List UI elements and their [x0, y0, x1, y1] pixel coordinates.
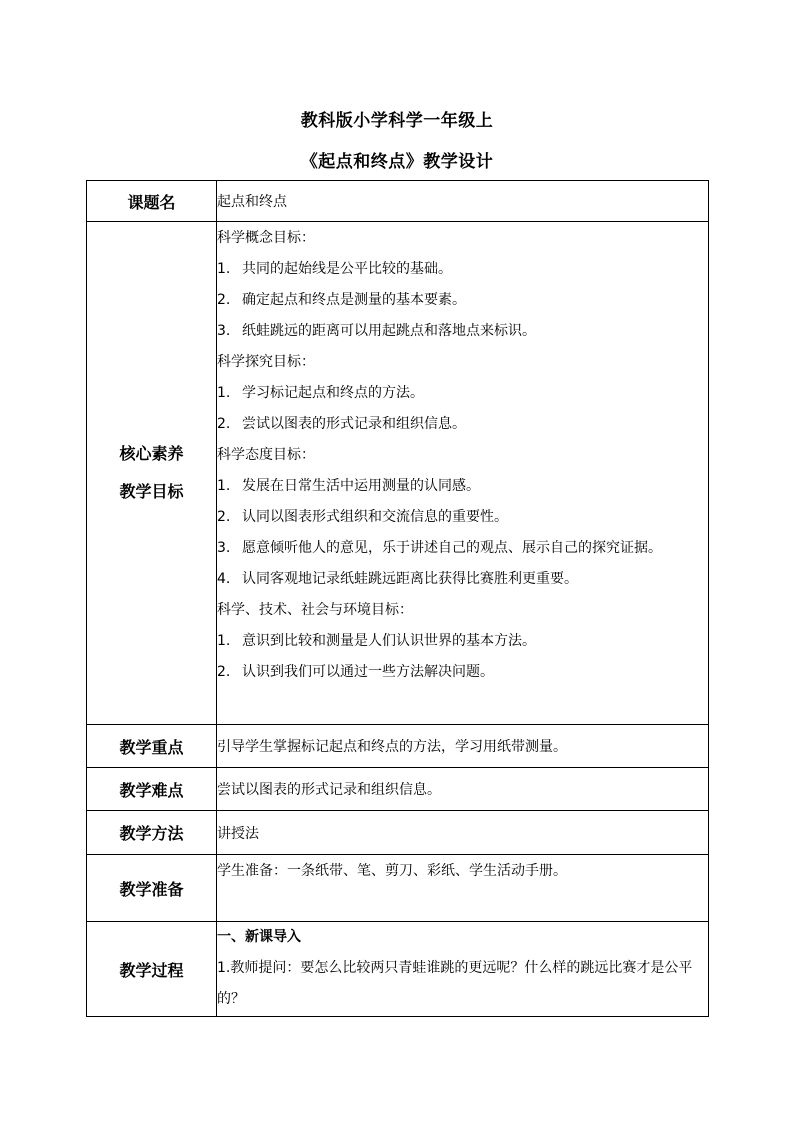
- goals-label: [87, 222, 217, 725]
- difficulty-value: 尝试以图表的形式记录和组织信息。: [217, 768, 709, 811]
- item-number: 1.: [217, 633, 231, 649]
- item-text: 认识到我们可以通过一些方法解决问题。: [242, 664, 494, 680]
- process-section-heading: 一、新课导入: [217, 929, 301, 945]
- goals-content: [217, 222, 709, 725]
- list-item: [217, 657, 708, 688]
- item-number: 2.: [217, 664, 231, 680]
- item-text: 认同客观地记录纸蛙跳远距离比获得比赛胜利更重要。: [242, 571, 578, 587]
- process-step-1: 1.教师提问：要怎么比较两只青蛙谁跳的更远呢？什么样的跳远比赛才是公平的？: [217, 960, 693, 1007]
- list-item: [217, 502, 708, 533]
- item-text: 确定起点和终点是测量的基本要素。: [242, 292, 466, 308]
- list-item: [217, 626, 708, 657]
- preparation-value: [217, 855, 709, 922]
- item-number: 2.: [217, 509, 231, 525]
- sts-goals-heading: 科学、技术、社会与环境目标：: [217, 602, 413, 618]
- item-number: 4.: [217, 571, 231, 587]
- table-row-preparation: [87, 855, 709, 922]
- difficulty-label: 教学难点: [87, 768, 217, 811]
- topic-label: 课题名: [87, 181, 217, 222]
- list-item: [217, 378, 708, 409]
- list-item: [217, 533, 708, 564]
- table-row-goals: [87, 222, 709, 725]
- item-text: 发展在日常生活中运用测量的认同感。: [242, 478, 480, 494]
- item-text: 意识到比较和测量是人们认识世界的基本方法。: [242, 633, 536, 649]
- table-row-focus: [87, 725, 709, 768]
- list-item: [217, 285, 708, 316]
- process-label: 教学过程: [87, 922, 217, 1017]
- method-label: 教学方法: [87, 811, 217, 855]
- item-text: 尝试以图表的形式记录和组织信息。: [242, 416, 466, 432]
- item-text: 纸蛙跳远的距离可以用起跳点和落地点来标识。: [242, 323, 536, 339]
- item-number: 3.: [217, 323, 231, 339]
- process-content: [217, 922, 709, 1017]
- focus-value: 引导学生掌握标记起点和终点的方法，学习用纸带测量。: [217, 725, 709, 768]
- topic-value: 起点和终点: [217, 181, 709, 222]
- item-number: 2.: [217, 416, 231, 432]
- item-text: 愿意倾听他人的意见，乐于讲述自己的观点、展示自己的探究证据。: [242, 540, 662, 556]
- list-item: [217, 409, 708, 440]
- item-number: 3.: [217, 540, 231, 556]
- table-row-topic: [87, 181, 709, 222]
- method-value: 讲授法: [217, 811, 709, 855]
- item-number: 1.: [217, 261, 231, 277]
- item-text: 共同的起始线是公平比较的基础。: [242, 261, 452, 277]
- lesson-plan-table: [86, 180, 709, 1017]
- preparation-text: 学生准备：一条纸带、笔、剪刀、彩纸、学生活动手册。: [217, 863, 567, 879]
- attitude-goals-heading: 科学态度目标：: [217, 447, 315, 463]
- list-item: [217, 471, 708, 502]
- item-text: 认同以图表形式组织和交流信息的重要性。: [242, 509, 508, 525]
- item-number: 2.: [217, 292, 231, 308]
- list-item: [217, 564, 708, 595]
- goals-label-line2: 教学目标: [119, 482, 184, 501]
- focus-label: 教学重点: [87, 725, 217, 768]
- list-item: [217, 316, 708, 347]
- table-row-difficulty: [87, 768, 709, 811]
- inquiry-goals-heading: 科学探究目标：: [217, 354, 315, 370]
- goals-label-line1: 核心素养: [119, 444, 184, 463]
- item-number: 1.: [217, 385, 231, 401]
- preparation-label: 教学准备: [87, 855, 217, 922]
- list-item: [217, 254, 708, 285]
- document-title: 教科版小学科学一年级上: [300, 111, 494, 131]
- item-text: 学习标记起点和终点的方法。: [242, 385, 424, 401]
- item-number: 1.: [217, 478, 231, 494]
- table-row-process: [87, 922, 709, 1017]
- concept-goals-heading: 科学概念目标：: [217, 230, 315, 246]
- table-row-method: [87, 811, 709, 855]
- document-subtitle: 《起点和终点》教学设计: [300, 152, 494, 172]
